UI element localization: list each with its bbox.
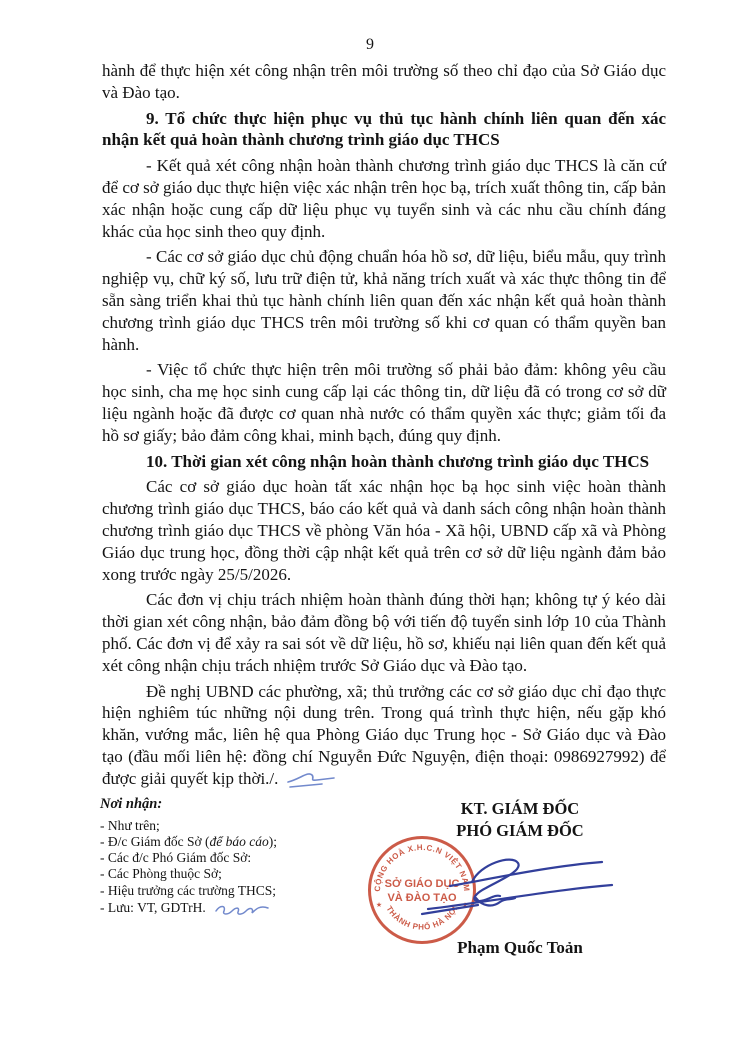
recipient-item: - Hiệu trưởng các trường THCS; [100,882,277,898]
recipient-item: - Các đ/c Phó Giám đốc Sở: [100,850,252,866]
recipients-label: Nơi nhận: [100,795,163,812]
section-heading-9 [102,108,666,152]
signer-position-line2: PHÓ GIÁM ĐỐC [456,820,584,840]
document-footer [0,796,740,1036]
stamp-star-right-icon: ★ [461,900,469,909]
paragraph [102,155,666,242]
page-number: 9 [366,36,374,53]
paragraph [102,589,666,676]
signer-name: Phạm Quốc Toản [457,937,583,957]
paragraph [102,359,666,446]
handwritten-signature [420,848,620,918]
recipient-item [100,899,400,919]
paragraph-text: - Các cơ sở giáo dục chủ động chuẩn hóa hồ sơ, dữ liệu, biểu mẫu, quy trình nghiệp vụ, chữ ký số, lưu trữ điện tử, khả năng trích xuất và xác thực thông tin để sẵn sàng triển khai thủ tục hành chính liên quan đến xác nhận kết quả hoàn thành chương trình giáo dục THCS trên môi trường số khi cơ quan có thẩm quyền ban hành. [102,247,666,354]
paragraph [102,246,666,355]
paragraph [102,476,666,585]
recipients-block [100,796,400,919]
stamp-center-line2: VÀ ĐÀO TẠO [387,891,457,904]
recipient-item-text: - Đ/c Giám đốc Sở ( [100,834,210,849]
paragraph-text: - Việc tổ chức thực hiện trên môi trường số phải bảo đảm: không yêu cầu học sinh, cha mẹ học sinh cung cấp lại các thông tin, dữ liệu đã có trong cơ sở dữ liệu ngành hoặc đã được cơ quan nhà nước có thẩm quyền xác thực; giảm tối đa hồ sơ giấy; bảo đảm công khai, minh bạch, đúng quy định. [102,360,666,445]
recipient-item-text: - Lưu: VT, GDTrH. [100,899,206,915]
heading-text: 9. Tổ chức thực hiện phục vụ thủ tục hành chính liên quan đến xác nhận kết quả hoàn thành chương trình giáo dục THCS [102,108,666,150]
heading-text: 10. Thời gian xét công nhận hoàn thành chương trình giáo dục THCS [146,451,650,471]
stamp-center-line1: SỞ GIÁO DỤC [384,877,460,890]
stamp-arc-top-text: CỘNG HOÀ X.H.C.N VIỆT NAM [372,842,472,892]
handwritten-initial-ink-mark [284,768,338,792]
handwritten-initial-ink-mark [212,899,270,919]
signer-position-line1: KT. GIÁM ĐỐC [460,798,580,818]
section-heading-10 [102,451,666,473]
document-body [102,60,666,792]
paragraph [102,60,666,104]
paragraph [102,681,666,792]
stamp-arc-bottom-text: THÀNH PHỐ HÀ NỘI [384,904,460,932]
recipient-item: - Các Phòng thuộc Sở; [100,866,222,882]
paragraph-text: Các đơn vị chịu trách nhiệm hoàn thành đúng thời hạn; không tự ý kéo dài thời gian xét công nhận, bảo đảm đồng bộ với tiến độ tuyển sinh lớp 10 của Thành phố. Các đơn vị để xảy ra sai sót về dữ liệu, hồ sơ, khiếu nại liên quan đến kết quả xét công nhận chịu trách nhiệm trước Sở Giáo dục và Đào tạo. [102,590,666,675]
stamp-star-left-icon: ★ [375,900,383,909]
paragraph-text: - Kết quả xét công nhận hoàn thành chương trình giáo dục THCS là căn cứ để cơ sở giáo dục thực hiện việc xác nhận trên học bạ, trích xuất thông tin, cấp bản xác nhận hoặc cung cấp dữ liệu phục vụ tuyển sinh và các nhu cầu chính đáng khác của học sinh theo quy định. [102,156,666,241]
recipient-item-text: ); [268,834,277,849]
recipient-item-italic: để báo cáo [209,834,269,849]
paragraph-text: Các cơ sở giáo dục hoàn tất xác nhận học bạ học sinh việc hoàn thành chương trình giáo dục THCS, báo cáo kết quả và danh sách công nhận hoàn thành chương trình giáo dục THCS về phòng Văn hóa - Xã hội, UBND cấp xã và Phòng Giáo dục trung học, đồng thời cập nhật kết quả trên cơ sở dữ liệu ngành đảm bảo xong trước ngày 25/5/2026. [102,477,666,584]
signature-block [372,798,650,957]
recipient-item [100,834,400,850]
paragraph-text: Đề nghị UBND các phường, xã; thủ trưởng các cơ sở giáo dục chỉ đạo thực hiện nghiêm túc những nội dung trên. Trong quá trình thực hiện, nếu gặp khó khăn, vướng mắc, liên hệ qua Phòng Giáo dục Trung học - Sở Giáo dục và Đào tạo (đầu mối liên hệ: đồng chí Nguyễn Đức Nguyện, điện thoại: 0986927992) để được giải quyết kịp thời./. [102,681,666,788]
recipient-item: - Như trên; [100,817,160,833]
paragraph-text: hành để thực hiện xét công nhận trên môi trường số theo chỉ đạo của Sở Giáo dục và Đào tạo. [102,61,666,102]
